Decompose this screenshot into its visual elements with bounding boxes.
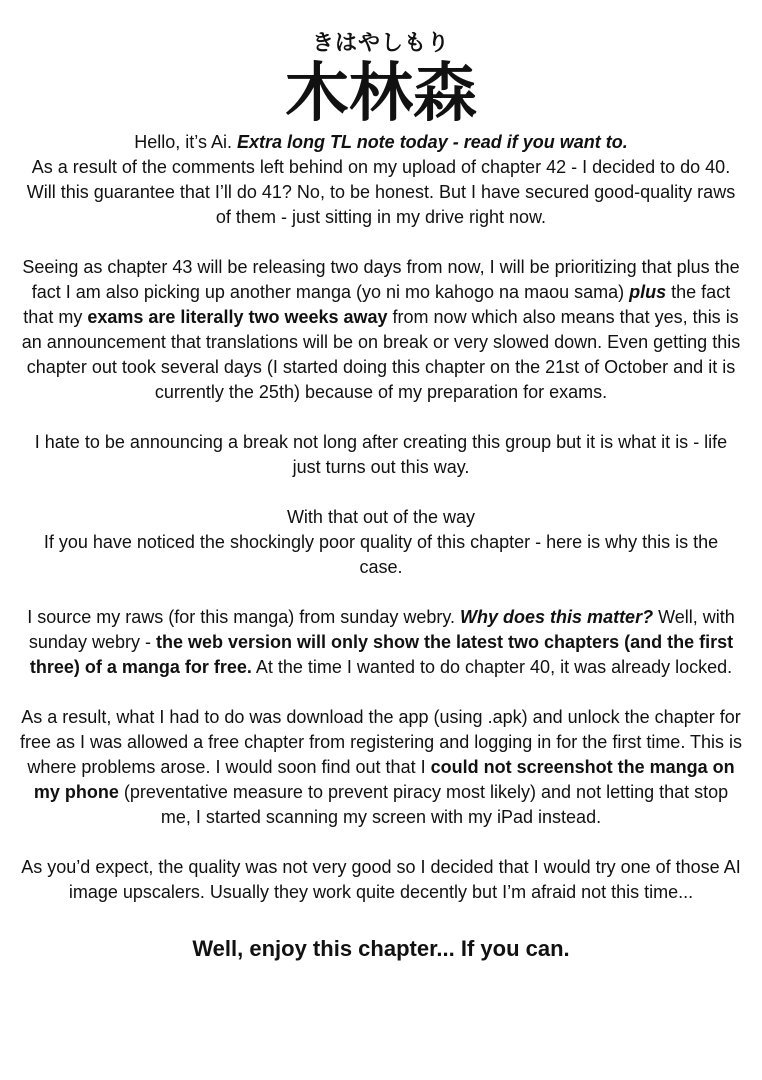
paragraph-gap xyxy=(20,580,742,605)
paragraph-gap xyxy=(20,230,742,255)
p2-part3: from now which also means that yes, this is an announcement that translations will be on break or very slowed down. Even getting this chapter out took several days (I started doing this chapter on the 21st of October and it is currently the 25th) because of my preparation for exams. xyxy=(21,307,741,402)
paragraph-gap xyxy=(20,830,742,855)
paragraph-raw-source xyxy=(20,605,742,680)
p5-question: Why does this matter? xyxy=(460,607,654,627)
p5-part2: Well, with sunday webry - xyxy=(28,607,735,652)
p2-exams: exams are literally two weeks away xyxy=(87,307,388,327)
paragraph-chapter-choice: As a result of the comments left behind on my upload of chapter 42 - I decided to do 40. Will this guarantee that I’ll do 41? No, to be honest. But I have secured good-quality raws of them - just sitting in my drive right now. xyxy=(26,157,736,227)
intro-emphasis: Extra long TL note today - read if you want to. xyxy=(237,132,628,152)
p6-part1: As a result, what I had to do was download the app (using .apk) and unlock the chapter for free as I was allowed a free chapter from registering and logging in for the first time. This is where problems arose. I would soon find out that I xyxy=(20,707,743,777)
p6-bold: could not screenshot the manga on my phone xyxy=(33,757,735,802)
p2-part2: the fact that my xyxy=(23,282,731,327)
p2-part1: Seeing as chapter 43 will be releasing two days from now, I will be prioritizing that plus the fact I am also picking up another manga (yo ni mo kahogo na maou sama) xyxy=(22,257,740,302)
p5-bold: the web version will only show the latest two chapters (and the first three) of a manga for free. xyxy=(29,632,734,677)
paragraph-upscaler: As you’d expect, the quality was not very good so I decided that I would try one of those AI image upscalers. Usually they work quite decently but I’m afraid not this time... xyxy=(21,857,741,902)
paragraph-break-announcement xyxy=(20,255,742,405)
paragraph-quality-intro: If you have noticed the shockingly poor quality of this chapter - here is why this is the case. xyxy=(43,532,719,577)
paragraph-app-problems xyxy=(20,705,742,830)
paragraph-gap xyxy=(20,480,742,505)
kana-title: きはやしもり xyxy=(311,31,450,56)
paragraph-gap xyxy=(20,680,742,705)
intro-line xyxy=(20,130,742,155)
paragraph-break-apology: I hate to be announcing a break not long after creating this group but it is what it is - life just turns out this way. xyxy=(34,432,728,477)
kanji-title: 木林森 xyxy=(285,57,477,131)
note-body xyxy=(20,130,742,905)
paragraph-transition: With that out of the way xyxy=(286,507,476,527)
greeting: Hello, it’s Ai. xyxy=(134,132,232,152)
p5-part3: At the time I wanted to do chapter 40, it was already locked. xyxy=(255,657,733,677)
closing-line: Well, enjoy this chapter... If you can. xyxy=(192,936,570,961)
p2-plus: plus xyxy=(629,282,667,302)
p6-part2: (preventative measure to prevent piracy most likely) and not letting that stop me, I started scanning my screen with my iPad instead. xyxy=(123,782,729,827)
p5-part1: I source my raws (for this manga) from sunday webry. xyxy=(27,607,456,627)
paragraph-gap xyxy=(20,405,742,430)
